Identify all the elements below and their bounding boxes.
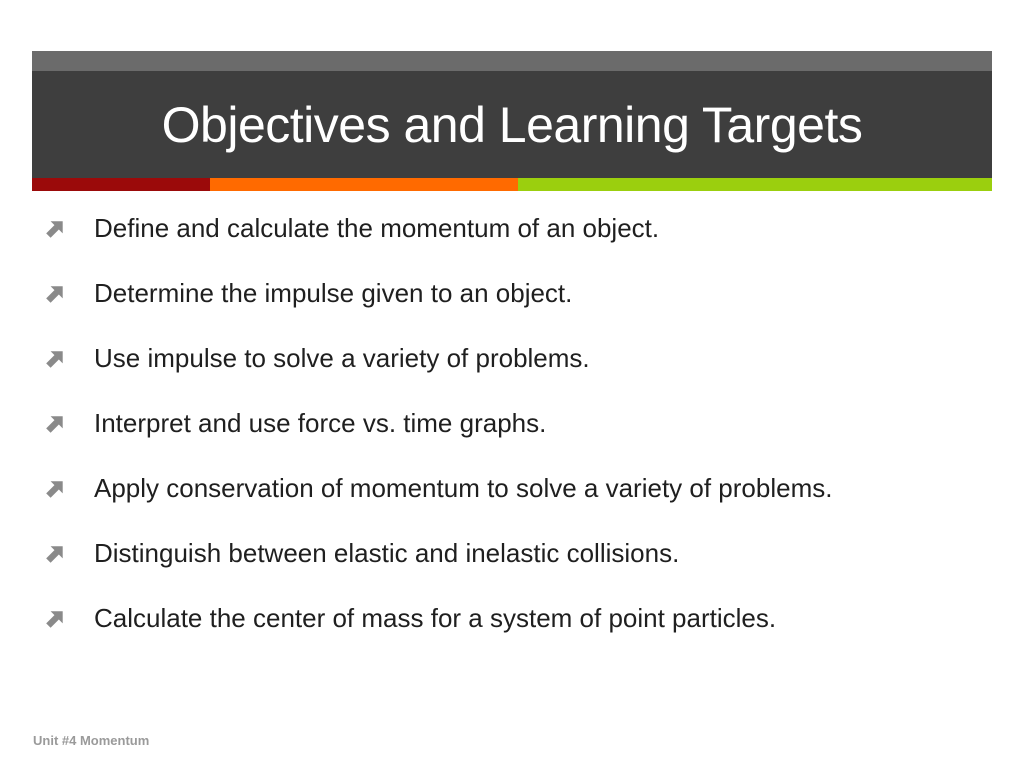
bullet-item	[40, 600, 980, 636]
arrow-up-right-icon	[44, 478, 66, 500]
bullet-text: Distinguish between elastic and inelastic collisions.	[94, 538, 680, 568]
bullet-text: Calculate the center of mass for a system of point particles.	[94, 603, 777, 633]
accent-stripe-red	[32, 178, 210, 191]
slide-title: Objectives and Learning Targets	[161, 96, 863, 153]
accent-stripe-green	[518, 178, 992, 191]
arrow-up-right-icon	[44, 218, 66, 240]
bullet-text: Interpret and use force vs. time graphs.	[94, 408, 547, 438]
header-top-bar	[32, 51, 992, 71]
arrow-up-right-icon	[44, 543, 66, 565]
arrow-up-right-icon	[44, 348, 66, 370]
bullet-text: Use impulse to solve a variety of problems.	[94, 343, 590, 373]
arrow-up-right-icon	[44, 608, 66, 630]
slide-footer: Unit #4 Momentum	[33, 733, 150, 748]
bullet-item	[40, 535, 980, 571]
bullet-text: Determine the impulse given to an object.	[94, 278, 573, 308]
accent-stripe-orange	[210, 178, 518, 191]
accent-stripe	[32, 178, 992, 191]
arrow-up-right-icon	[44, 283, 66, 305]
bullet-item	[40, 405, 980, 441]
arrow-up-right-icon	[44, 413, 66, 435]
bullet-item	[40, 275, 980, 311]
bullet-item	[40, 210, 980, 246]
title-band	[32, 71, 992, 178]
bullet-text: Apply conservation of momentum to solve a variety of problems.	[94, 473, 833, 503]
bullet-item	[40, 470, 980, 506]
bullet-list	[40, 210, 980, 665]
bullet-text: Define and calculate the momentum of an object.	[94, 213, 660, 243]
bullet-item	[40, 340, 980, 376]
